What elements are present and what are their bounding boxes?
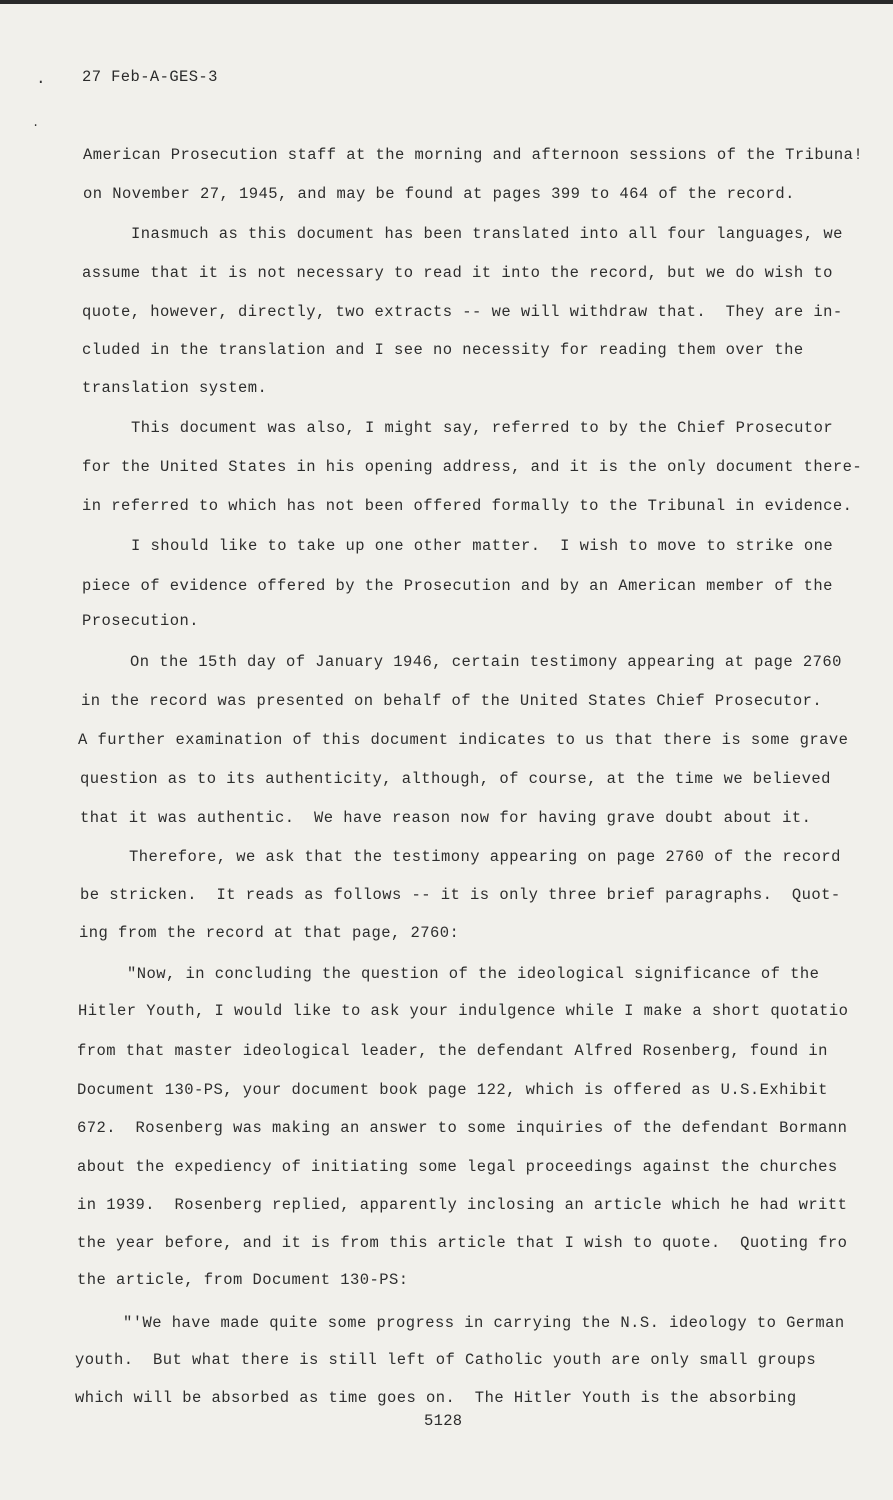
text-line: from that master ideological leader, the defendant Alfred Rosenberg, found in <box>77 1042 828 1060</box>
text-line: quote, however, directly, two extracts -- we will withdraw that. They are in- <box>82 303 843 321</box>
text-line: American Prosecution staff at the morning and afternoon sessions of the Tribuna! <box>83 146 864 164</box>
text-line: A further examination of this document indicates to us that there is some grave <box>78 731 849 749</box>
text-line: "Now, in concluding the question of the ideological significance of the <box>127 965 820 983</box>
text-line: I should like to take up one other matter. I wish to move to strike one <box>131 537 834 555</box>
text-line: which will be absorbed as time goes on. The Hitler Youth is the absorbing <box>75 1389 797 1407</box>
text-line: question as to its authenticity, although, of course, at the time we believed <box>80 770 831 788</box>
text-line: Document 130-PS, your document book page 122, which is offered as U.S.Exhibit <box>77 1081 828 1099</box>
text-line: Therefore, we ask that the testimony appearing on page 2760 of the record <box>129 848 841 866</box>
text-line: that it was authentic. We have reason now for having grave doubt about it. <box>80 809 812 827</box>
text-line: ing from the record at that page, 2760: <box>79 924 460 942</box>
text-line: 672. Rosenberg was making an answer to some inquiries of the defendant Bormann <box>77 1119 848 1137</box>
text-line: the year before, and it is from this article that I wish to quote. Quoting fro <box>77 1234 848 1252</box>
text-line: youth. But what there is still left of Catholic youth are only small groups <box>75 1351 817 1369</box>
margin-dot: . <box>36 70 46 88</box>
text-line: Inasmuch as this document has been translated into all four languages, we <box>131 225 843 243</box>
text-line: On the 15th day of January 1946, certain testimony appearing at page 2760 <box>130 653 842 671</box>
text-line: translation system. <box>82 379 268 397</box>
text-line: in referred to which has not been offered formally to the Tribunal in evidence. <box>82 497 853 515</box>
page-number: 5128 <box>424 1412 463 1430</box>
text-line: the article, from Document 130-PS: <box>77 1271 409 1289</box>
text-line: be stricken. It reads as follows -- it is only three brief paragraphs. Quot- <box>80 886 841 904</box>
page-header: 27 Feb-A-GES-3 <box>82 68 218 86</box>
text-line: for the United States in his opening address, and it is the only document there- <box>82 458 863 476</box>
scan-edge <box>0 0 893 4</box>
text-line: on November 27, 1945, and may be found at pages 399 to 464 of the record. <box>83 185 795 203</box>
text-line: in the record was presented on behalf of the United States Chief Prosecutor. <box>81 692 823 710</box>
text-line: about the expediency of initiating some legal proceedings against the churches <box>77 1158 838 1176</box>
text-line: "'We have made quite some progress in carrying the N.S. ideology to German <box>123 1314 845 1332</box>
text-line: Hitler Youth, I would like to ask your indulgence while I make a short quotatio <box>78 1002 849 1020</box>
margin-dot: . <box>32 116 40 130</box>
text-line: Prosecution. <box>82 612 200 630</box>
text-line: piece of evidence offered by the Prosecution and by an American member of the <box>82 577 833 595</box>
text-line: This document was also, I might say, referred to by the Chief Prosecutor <box>131 419 834 437</box>
text-line: in 1939. Rosenberg replied, apparently inclosing an article which he had writt <box>77 1196 848 1214</box>
text-line: assume that it is not necessary to read it into the record, but we do wish to <box>82 264 833 282</box>
text-line: cluded in the translation and I see no necessity for reading them over the <box>82 341 804 359</box>
